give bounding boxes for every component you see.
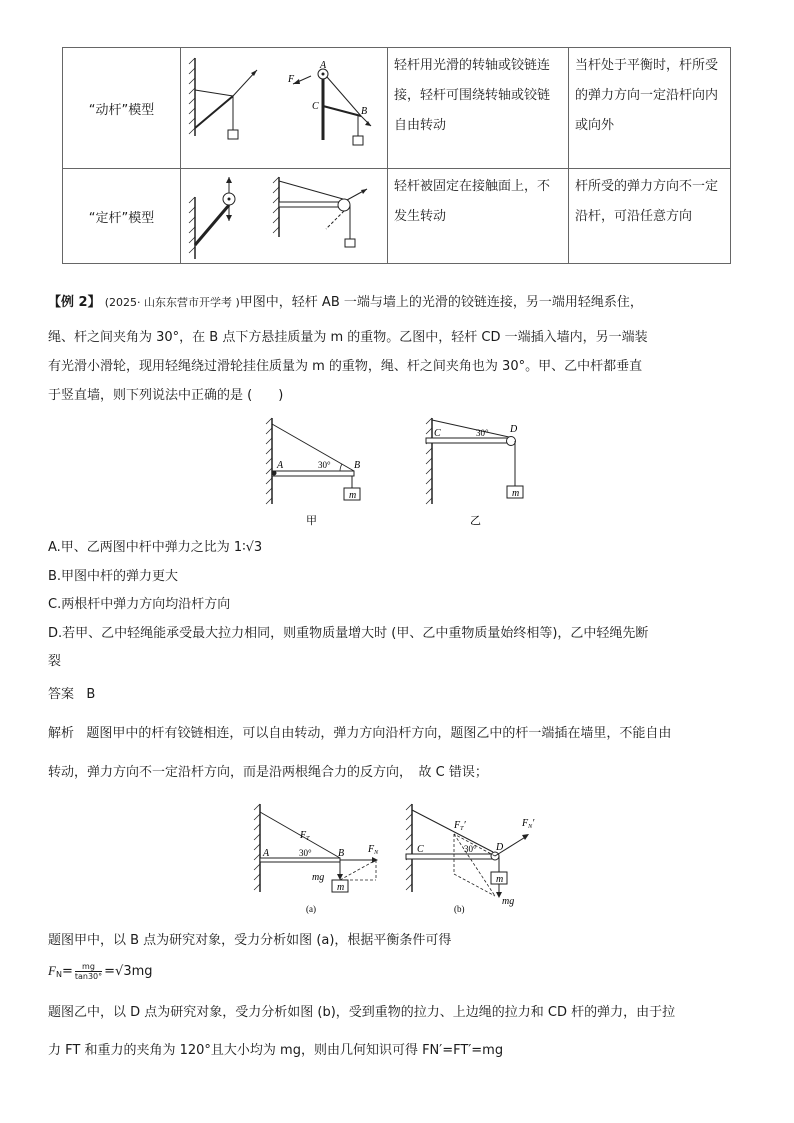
caption-jia: 甲 [306, 515, 317, 527]
analysis-text: 转动，弹力方向不一定沿杆方向，而是沿两根绳合力的反方向， 故 C 错误； [48, 765, 488, 780]
mass-label: m [337, 882, 345, 893]
fixed-rod-diagram [181, 169, 387, 263]
example-tag: 【例 2】 [48, 295, 101, 310]
formula-fraction [75, 962, 102, 981]
angle-label: 30° [318, 460, 331, 470]
label-d: D [510, 424, 518, 435]
analysis-line-1 [48, 725, 671, 742]
model-table [62, 47, 731, 264]
label-c: C [417, 844, 424, 855]
option-d-continued: 裂 [48, 654, 62, 669]
diagram-cell [181, 48, 388, 169]
label-a: A [320, 60, 327, 71]
formula-fn [48, 962, 153, 981]
option-a: A.甲、乙两图中杆中弹力之比为 1∶√3 [48, 540, 263, 555]
figure-2 [254, 800, 554, 920]
label-c: C [312, 101, 319, 112]
caption-yi: 乙 [470, 515, 481, 527]
table-row [63, 48, 731, 169]
label-a: A [263, 848, 270, 859]
figure-1 [262, 416, 542, 536]
mg-label: mg [502, 896, 515, 907]
diagram-cell [181, 169, 388, 264]
question-text: 绳、杆之间夹角为 30°，在 B 点下方悬挂质量为 m 的重物。乙图中，轻杆 CD 一端插入墙内，另一端装 [48, 330, 648, 345]
label-b: B [354, 460, 361, 471]
label-c: C [434, 428, 441, 439]
formula-lhs: F [48, 963, 56, 978]
formula-eq: = [61, 964, 73, 979]
mass-label: m [496, 874, 504, 885]
analysis-label: 解析 [48, 726, 75, 741]
question-text: 有光滑小滑轮，现用轻绳绕过滑轮挂住质量为 m 的重物，绳、杆之间夹角也为 30°。甲、乙中杆都垂直 [48, 359, 643, 374]
answer-line [48, 686, 95, 703]
answer-label: 答案 [48, 687, 75, 702]
label-b: B [361, 106, 368, 117]
force-cell [569, 169, 731, 264]
description-cell [388, 169, 569, 264]
model-description: 轻杆被固定在接触面上，不发生转动 [394, 179, 551, 224]
mass-label: m [512, 488, 520, 499]
description-cell [388, 48, 569, 169]
formula-lhs-sub: N [55, 970, 62, 979]
example-line-1 [48, 294, 643, 311]
mg-label: mg [312, 872, 325, 883]
caption-a: (a) [306, 904, 316, 914]
ft-prime-label: $F_T'$ [454, 820, 466, 832]
table-row [63, 169, 731, 264]
option-d: D.若甲、乙中轻绳能承受最大拉力相同，则重物质量增大时 (甲、乙中重物质量始终相等)，乙中轻绳先断 [48, 626, 649, 641]
model-description: 轻杆用光滑的转轴或铰链连接，轻杆可围绕转轴或铰链自由转动 [394, 58, 551, 133]
option-c: C.两根杆中弹力方向均沿杆方向 [48, 597, 231, 612]
angle-label: 30° [476, 428, 489, 438]
answer-value: B [86, 687, 96, 702]
analysis-text: 题图甲中的杆有铰链相连，可以自由转动，弹力方向沿杆方向，题图乙中的杆一端插在墙里，不能自由 [86, 726, 672, 741]
option-b: B.甲图中杆的弹力更大 [48, 569, 179, 584]
mass-label: m [349, 490, 357, 501]
analysis-text: 题图甲中，以 B 点为研究对象，受力分析如图 (a)，根据平衡条件可得 [48, 933, 452, 948]
caption-b: (b) [454, 904, 465, 914]
force-description: 杆所受的弹力方向不一定沿杆，可沿任意方向 [575, 179, 719, 224]
model-name: “动杆”模型 [88, 102, 155, 118]
model-name-cell [63, 169, 181, 264]
formula-denominator: tan30° [74, 972, 103, 981]
angle-label: 30° [464, 844, 477, 854]
force-description: 当杆处于平衡时，杆所受的弹力方向一定沿杆向内或向外 [575, 58, 719, 133]
model-name: “定杆”模型 [88, 210, 155, 226]
label-f: F [288, 74, 295, 85]
angle-label: 30° [299, 848, 312, 858]
fn-label: $F_N$ [368, 844, 379, 856]
example-source: (2025· 山东东营市开学考 ) [104, 296, 240, 309]
force-cell [569, 48, 731, 169]
formula-rhs: =√3mg [104, 964, 153, 979]
label-b: B [338, 848, 345, 859]
analysis-text: 题图乙中，以 D 点为研究对象，受力分析如图 (b)，受到重物的拉力、上边绳的拉力和 CD 杆的弹力，由于拉 [48, 1005, 676, 1020]
label-d: D [496, 842, 504, 853]
formula-numerator: mg [75, 962, 102, 972]
question-text: 于竖直墙，则下列说法中正确的是 ( ) [48, 388, 284, 403]
fn-prime-label: $F_N'$ [522, 818, 535, 830]
analysis-text: 力 FT 和重力的夹角为 120°且大小均为 mg，则由几何知识可得 FN′=FT′=mg [48, 1043, 504, 1058]
question-text: 甲图中，轻杆 AB 一端与墙上的光滑的铰链连接，另一端用轻绳系住， [239, 295, 643, 310]
ft-label: $F_T$ [300, 830, 310, 842]
label-a: A [277, 460, 284, 471]
moving-rod-diagram [181, 48, 387, 168]
model-name-cell [63, 48, 181, 169]
